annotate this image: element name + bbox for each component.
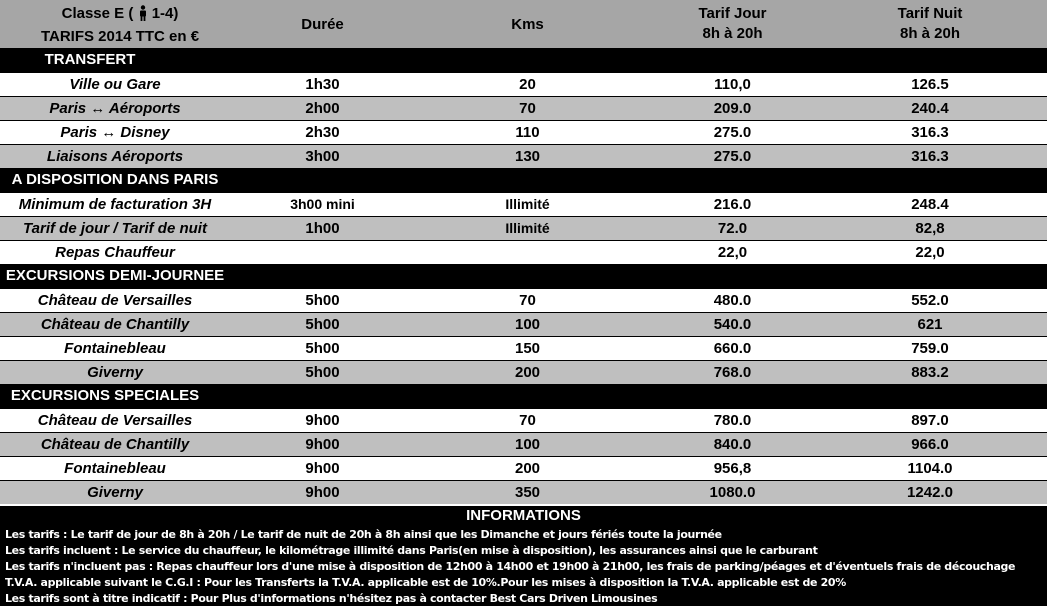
section-title: EXCURSIONS SPECIALES [0,384,210,408]
row-day-rate: 22,0 [717,244,748,261]
row-night-rate: 316.3 [911,124,949,141]
row-duration: 1h00 [305,220,340,237]
row-name: Repas Chauffeur [55,244,175,261]
row-day-rate: 216.0 [713,196,752,213]
table-row [0,456,1047,480]
row-night-rate: 240.4 [911,100,949,117]
row-kms: 130 [514,148,541,165]
table-row [0,96,1047,120]
row-duration: 5h00 [305,292,340,309]
row-name: Paris ↔ Aéroports [49,100,181,117]
row-night-rate: 316.3 [911,148,949,165]
row-night-rate: 897.0 [911,412,949,429]
info-line: Les tarifs n'incluent pas : Repas chauffeur lors d'une mise à disposition de 12h00 à 14h00 et 19h00 à 21h00, les frais de parking/péages et d'éventuels frais de découchage [5,560,1016,573]
row-night-rate: 1104.0 [907,460,953,477]
row-name: Giverny [87,484,143,501]
row-kms: 200 [514,460,541,477]
row-night-rate: 966.0 [911,436,949,453]
table-row [0,336,1047,360]
section-title: EXCURSIONS DEMI-JOURNEE [0,264,230,288]
row-kms: Illimité [505,196,550,212]
tariff-year-label: TARIFS 2014 TTC en € [40,28,200,45]
row-name: Ville ou Gare [69,76,161,93]
row-day-rate: 480.0 [713,292,752,309]
row-night-rate: 22,0 [915,244,945,261]
row-name: Château de Versailles [37,412,193,429]
row-day-rate: 768.0 [713,364,752,381]
row-name: Château de Chantilly [40,436,190,453]
row-duration: 2h00 [305,100,340,117]
row-name: Liaisons Aéroports [46,148,184,165]
row-duration: 2h30 [305,124,340,141]
info-line: T.V.A. applicable suivant le C.G.I : Pour les Transferts la T.V.A. applicable est de 10%.Pour les mises à disposition la T.V.A. applicable est de 20% [5,576,846,589]
row-kms: 110 [515,124,540,141]
row-day-rate: 110,0 [714,76,751,93]
row-duration: 3h00 [305,148,340,165]
row-night-rate: 248.4 [911,196,949,213]
section-title: A DISPOSITION DANS PARIS [0,168,230,192]
night-rate-header: Tarif Nuit 8h à 20h [897,5,963,42]
info-line: Les tarifs sont à titre indicatif : Pour Plus d'informations n'hésitez pas à contacter Best Cars Driven Limousines [5,592,658,605]
class-header [0,4,240,47]
table-row [0,480,1047,504]
row-day-rate: 1080.0 [709,484,756,501]
row-duration: 9h00 [305,412,340,429]
row-day-rate: 209.0 [713,100,752,117]
section-title: TRANSFERT [0,48,180,72]
row-name: Tarif de jour / Tarif de nuit [23,220,207,237]
section-header [0,384,1047,408]
informations-box [0,506,1047,606]
row-kms: 20 [519,76,536,93]
section-header [0,48,1047,72]
row-name: Minimum de facturation 3H [18,196,212,213]
row-day-rate: 956,8 [713,460,752,477]
class-capacity: 1-4) [151,5,179,22]
row-night-rate: 1242.0 [907,484,953,501]
day-rate-header: Tarif Jour 8h à 20h [698,5,767,42]
row-kms: 70 [519,292,536,309]
row-night-rate: 552.0 [911,292,949,309]
row-kms: 70 [519,100,536,117]
row-kms: 100 [514,316,541,333]
table-row [0,408,1047,432]
class-label: Classe E ( [61,5,134,22]
table-row [0,288,1047,312]
row-kms: 70 [519,412,536,429]
row-name: Paris ↔ Disney [60,124,170,141]
table-row [0,120,1047,144]
person-icon [138,5,148,27]
table-row [0,240,1047,264]
table-row [0,312,1047,336]
row-night-rate: 621 [917,316,943,333]
section-header [0,168,1047,192]
table-row [0,144,1047,168]
row-day-rate: 660.0 [713,340,752,357]
row-duration: 5h00 [305,364,340,381]
table-row [0,432,1047,456]
row-duration: 9h00 [305,460,340,477]
row-name: Fontainebleau [64,340,166,357]
row-name: Château de Versailles [37,292,193,309]
row-day-rate: 540.0 [713,316,752,333]
row-day-rate: 275.0 [713,148,752,165]
row-kms: 100 [514,436,541,453]
row-day-rate: 780.0 [713,412,752,429]
row-kms: 350 [514,484,541,501]
table-row [0,360,1047,384]
row-duration: 1h30 [305,76,340,93]
table-row [0,72,1047,96]
row-day-rate: 840.0 [713,436,752,453]
row-night-rate: 82,8 [915,220,945,237]
informations-title: INFORMATIONS [466,507,581,524]
row-day-rate: 72.0 [717,220,748,237]
row-night-rate: 126.5 [911,76,949,93]
row-night-rate: 883.2 [911,364,949,381]
table-row [0,216,1047,240]
table-header [0,0,1047,48]
row-duration: 5h00 [305,340,340,357]
row-name: Fontainebleau [64,460,166,477]
row-kms: 200 [514,364,541,381]
info-line: Les tarifs incluent : Le service du chauffeur, le kilométrage illimité dans Paris(en mise à disposition), les assurances ainsi que le carburant [5,544,818,557]
row-name: Giverny [87,364,143,381]
row-kms: Illimité [505,220,550,236]
info-line: Les tarifs : Le tarif de jour de 8h à 20h / Le tarif de nuit de 20h à 8h ainsi que les Dimanche et jours fériés toute la journée [5,528,722,541]
kms-header: Kms [511,16,544,33]
row-duration: 5h00 [305,316,340,333]
row-day-rate: 275.0 [713,124,752,141]
row-duration: 9h00 [305,436,340,453]
duration-header: Durée [301,16,344,33]
row-kms: 150 [514,340,541,357]
table-row [0,192,1047,216]
row-duration: 9h00 [305,484,340,501]
row-name: Château de Chantilly [40,316,190,333]
section-header [0,264,1047,288]
row-night-rate: 759.0 [911,340,949,357]
row-duration: 3h00 mini [290,196,355,212]
